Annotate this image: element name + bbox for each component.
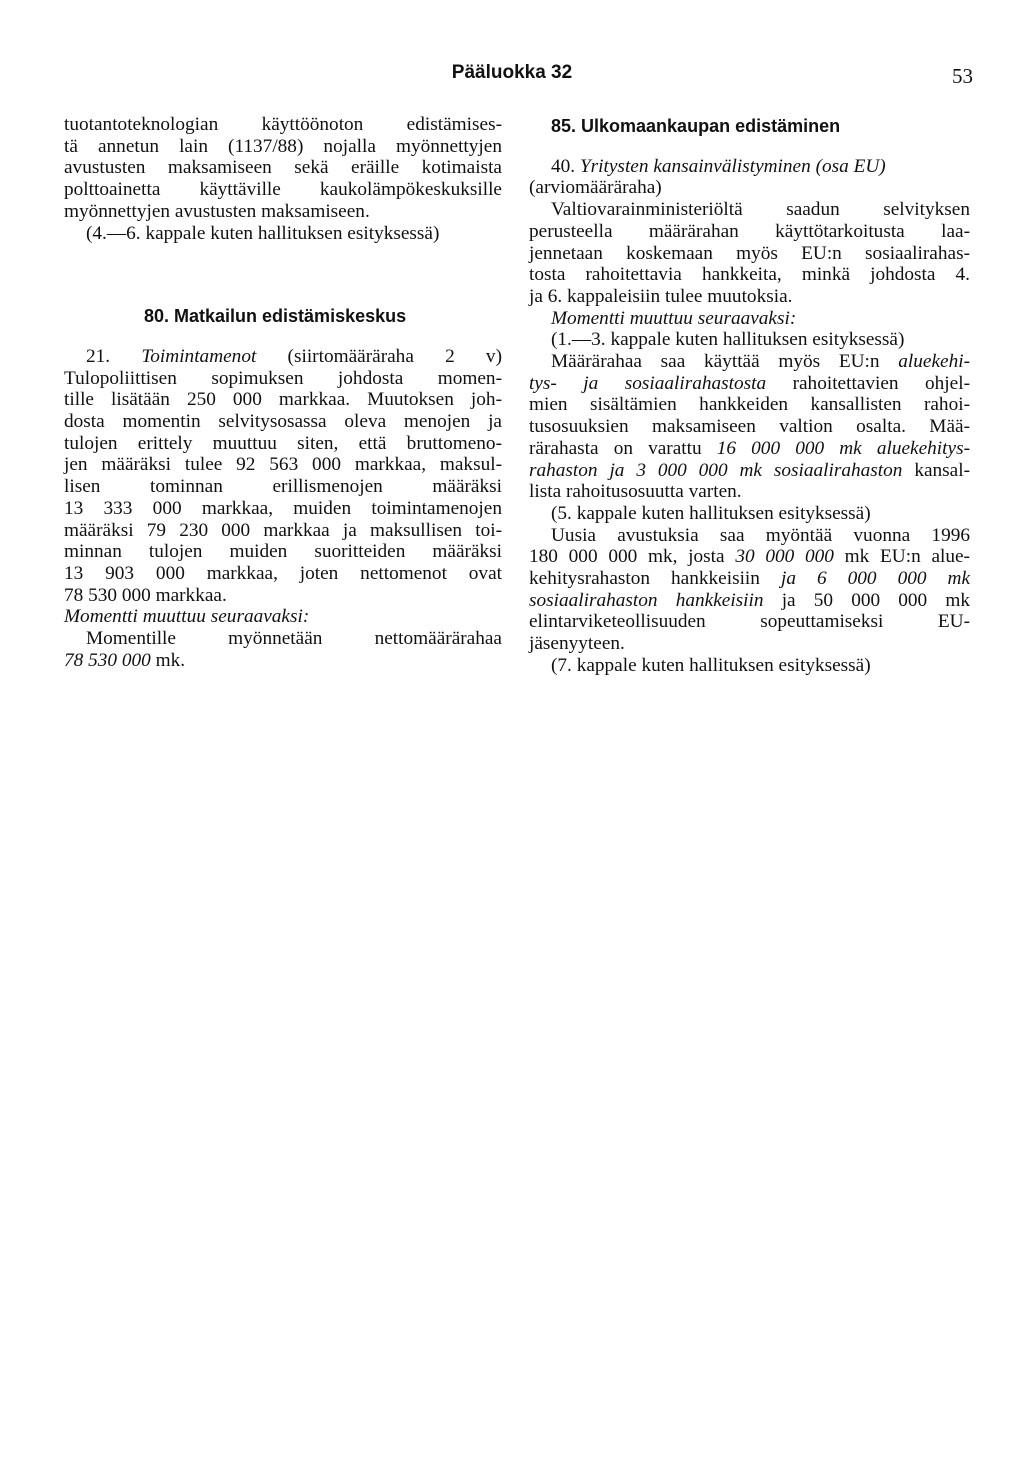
item-title: Yritysten kansainvälistyminen (osa EU) — [579, 155, 886, 177]
text-line — [529, 438, 970, 460]
final-amount-line — [64, 650, 502, 672]
item-heading — [529, 156, 970, 178]
text-line: 13 333 000 markkaa, muiden toimintamenojen — [64, 497, 502, 519]
text-line: tä annetun lain (1137/88) nojalla myönnettyjen — [64, 135, 502, 157]
item-number: 21. — [86, 345, 111, 367]
section-heading: 80. Matkailun edistämiskeskus — [144, 306, 407, 327]
text-run-italic: 30 000 000 — [735, 546, 834, 568]
text-run: rärahasta on varattu — [529, 437, 702, 459]
text-run: kansal- — [914, 459, 970, 481]
text-line — [529, 546, 970, 568]
text-line: perusteella määrärahan käyttötarkoitusta laa- — [529, 220, 970, 242]
text-run: Määrärahaa saa käyttää myös EU:n — [551, 351, 880, 373]
section-heading: 85. Ulkomaankaupan edistäminen — [551, 116, 841, 136]
text-run: kehitysrahaston hankkeisiin — [529, 568, 760, 590]
text-line: ja 6. kappaleisiin tulee muutoksia. — [529, 285, 793, 307]
paragraph-note: (7. kappale kuten hallituksen esityksessä) — [551, 654, 871, 676]
right-column — [529, 116, 970, 677]
page-header-title: Pääluokka 32 — [451, 62, 573, 83]
paragraph-note: (1.—3. kappale kuten hallituksen esityksessä) — [551, 329, 905, 351]
final-unit: mk. — [155, 649, 186, 671]
text-line: polttoainetta käyttäville kaukolämpökeskuksille — [64, 179, 502, 201]
text-run: rahoitettavien ohjel- — [792, 372, 970, 394]
change-label-text: Momentti muuttuu seuraavaksi: — [64, 606, 310, 628]
text-line: jennetaan koskemaan myös EU:n sosiaalirahas- — [529, 242, 970, 264]
paragraph-note: (4.—6. kappale kuten hallituksen esityksessä) — [86, 222, 440, 244]
text-line: tulojen erittely muuttuu siten, että bruttomeno- — [64, 432, 502, 454]
text-run-italic: tys- ja sosiaalirahastosta — [529, 372, 767, 394]
text-line: Tulopoliittisen sopimuksen johdosta momen- — [64, 367, 502, 389]
text-line — [529, 460, 970, 482]
item-heading — [64, 346, 502, 368]
text-run: mk EU:n alue- — [844, 546, 970, 568]
text-run: ja 50 000 000 mk — [781, 589, 970, 611]
text-line: elintarviketeollisuuden sopeuttamiseksi EU- — [529, 611, 970, 633]
final-amount: 78 530 000 — [64, 649, 151, 671]
paragraph-note: (5. kappale kuten hallituksen esityksessä) — [551, 502, 871, 524]
change-label — [64, 606, 502, 628]
text-run-italic: sosiaalirahaston hankkeisiin — [529, 589, 764, 611]
text-run-italic: aluekehi- — [898, 351, 970, 373]
text-line: Momentille myönnetään nettomäärärahaa — [86, 628, 502, 650]
text-line: lisen tominnan erillismenojen määräksi — [64, 476, 502, 498]
text-line: tuotantoteknologian käyttöönoton edistämises- — [64, 114, 502, 135]
text-run-italic: ja 6 000 000 mk — [780, 568, 971, 590]
change-label-text: Momentti muuttuu seuraavaksi: — [551, 307, 797, 329]
text-line: 78 530 000 markkaa. — [64, 584, 227, 606]
text-line: tusosuuksien maksamiseen valtion osalta. Mää- — [529, 416, 970, 438]
text-line: määräksi 79 230 000 markkaa ja maksullisen toi- — [64, 519, 502, 541]
text-line: avustusten maksamiseen sekä eräille kotimaista — [64, 157, 502, 179]
text-line — [529, 568, 970, 590]
text-line: dosta momentin selvitysosassa oleva menojen ja — [64, 411, 502, 433]
left-column — [64, 114, 502, 671]
text-run-italic: rahaston ja 3 000 000 mk sosiaalirahaston — [529, 459, 903, 481]
text-line: tille lisätään 250 000 markkaa. Muutoksen joh- — [64, 389, 502, 411]
text-line: 13 903 000 markkaa, joten nettomenot ovat — [64, 562, 502, 584]
item-number: 40. — [551, 155, 576, 177]
item-title: Toimintamenot — [141, 345, 257, 367]
item-title-rest: (siirtomääräraha 2 v) — [287, 345, 502, 367]
text-line — [529, 373, 970, 395]
change-label — [529, 308, 970, 330]
text-line: lista rahoitusosuutta varten. — [529, 481, 742, 503]
text-run-italic: 16 000 000 mk aluekehitys- — [716, 437, 970, 459]
text-line: jäsenyyteen. — [529, 633, 625, 655]
text-line: myönnettyjen avustusten maksamiseen. — [64, 200, 370, 222]
page-number: 53 — [952, 64, 973, 88]
text-line: tosta rahoitettavia hankkeita, minkä johdosta 4. — [529, 264, 970, 286]
text-line: minnan tulojen muiden suoritteiden määräksi — [64, 541, 502, 563]
item-subtitle: (arviomääräraha) — [529, 177, 662, 199]
text-line — [529, 351, 970, 373]
text-line: jen määräksi tulee 92 563 000 markkaa, maksul- — [64, 454, 502, 476]
text-line — [529, 590, 970, 612]
text-run: 180 000 000 mk, josta — [529, 546, 725, 568]
text-line: Valtiovarainministeriöltä saadun selvityksen — [551, 199, 970, 221]
text-line: Uusia avustuksia saa myöntää vuonna 1996 — [551, 524, 970, 546]
text-line: mien sisältämien hankkeiden kansallisten rahoi- — [529, 394, 970, 416]
